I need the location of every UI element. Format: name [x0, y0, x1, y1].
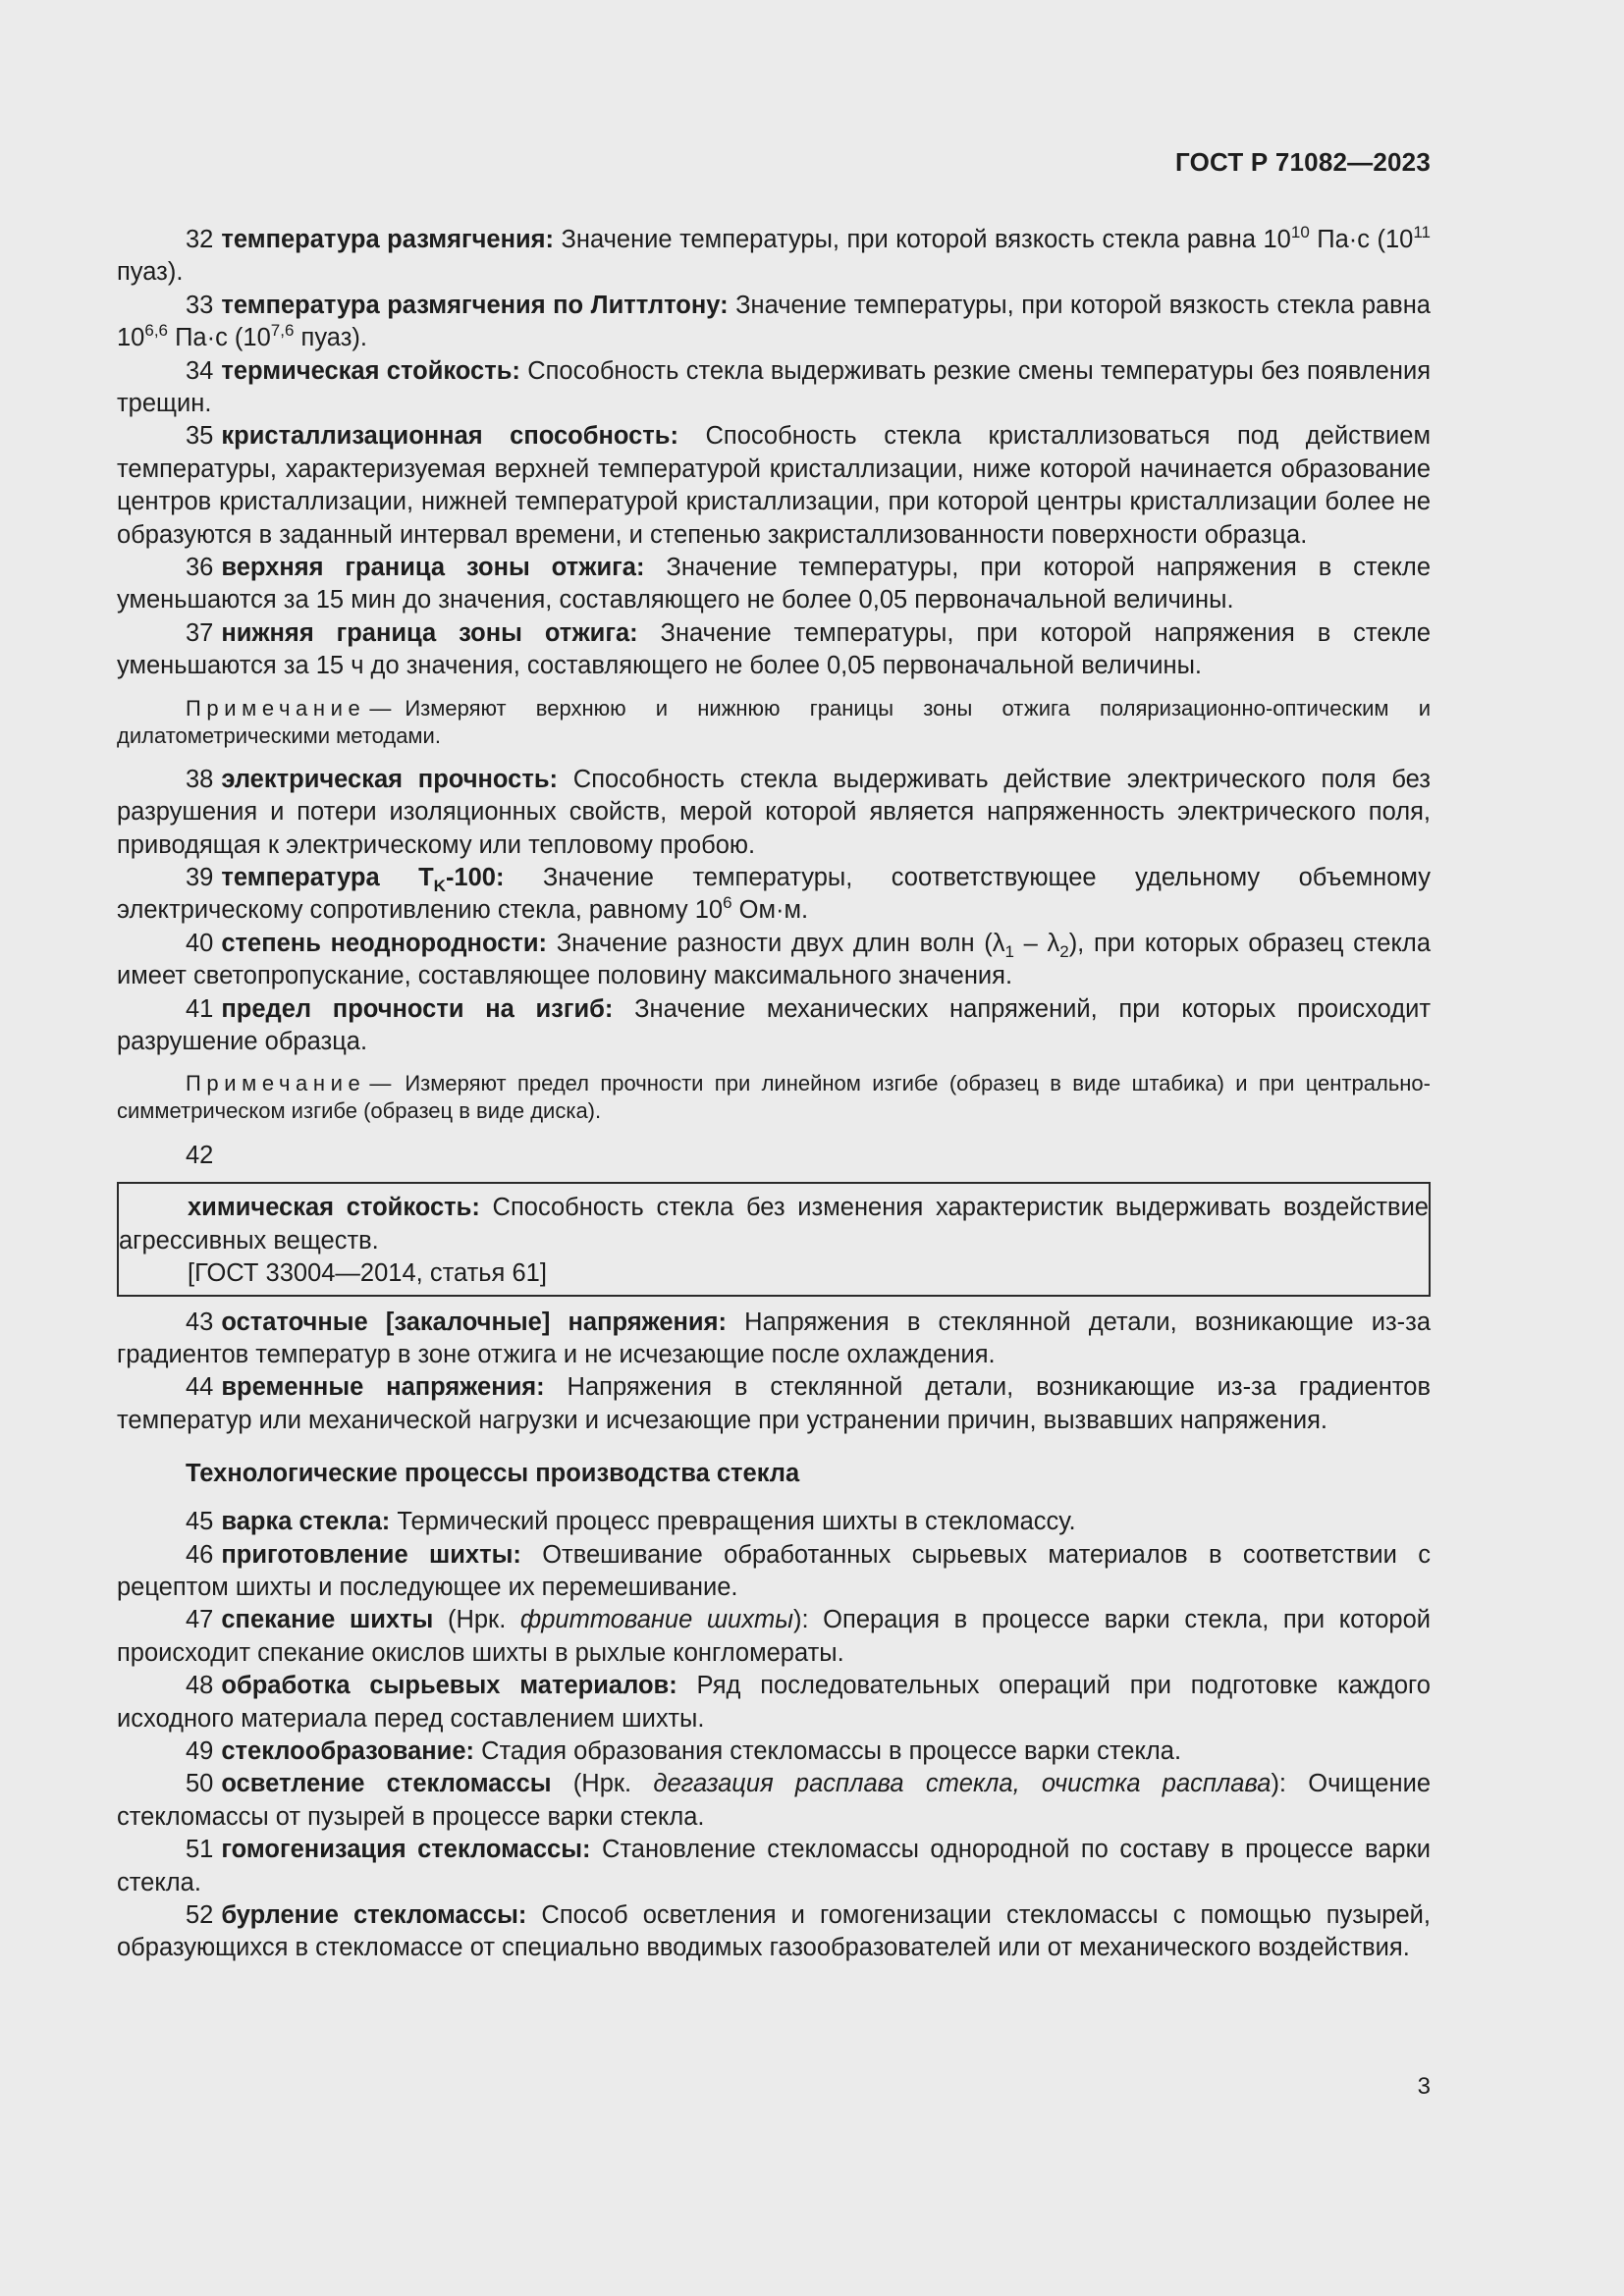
term-name: верхняя граница зоны отжига:: [221, 554, 645, 582]
term-40: [117, 928, 1431, 993]
term-number: 50: [186, 1770, 214, 1798]
subscript: 2: [1059, 941, 1069, 961]
term-name: [221, 863, 505, 895]
term-definition: Термический процесс превращения шихты в стекломассу.: [390, 1508, 1076, 1536]
term-name: температура размягчения по Литтлтону:: [221, 291, 729, 319]
superscript: 6: [723, 893, 732, 913]
term-definition: Ряд последовательных операций при подготовке каждого исходного материала перед составлением шихты.: [117, 1672, 1431, 1733]
term-number: 41: [186, 994, 214, 1023]
term-49: [117, 1735, 1431, 1768]
deprecated-term: фриттование шихты: [519, 1606, 793, 1634]
note-dash: —: [369, 695, 392, 721]
term-definition: Значение механических напряжений, при которых происходит разрушение образца.: [117, 994, 1431, 1055]
note-annealing: [117, 695, 1431, 750]
term-definition: Способность стекла кристаллизоваться под действием температуры, характеризуемая верхней температурой кристаллизации, ниже которой начинается образование центров кристаллизации, нижней температурой кристаллизации, при которой центры кристаллизации более не образуются в заданный интервал времени, и степенью закристаллизованности поверхности образца.: [117, 422, 1432, 549]
term-47: [117, 1604, 1431, 1670]
term-35: [117, 420, 1431, 552]
term-name: гомогенизация стекломассы:: [221, 1836, 591, 1864]
term-51: [117, 1834, 1431, 1899]
term-name: обработка сырьевых материалов:: [221, 1672, 677, 1700]
term-34: [117, 355, 1431, 421]
term-number: 47: [186, 1606, 214, 1634]
term-36: [117, 552, 1431, 617]
term-46: [117, 1539, 1431, 1605]
term-definition: (Нрк.: [551, 1770, 654, 1798]
term-definition: Напряжения в стеклянной детали, возникающие из-за градиентов температур или механической нагрузки и исчезающие при устранении причин, вызвавших напряжения.: [117, 1373, 1431, 1434]
term-39: [117, 862, 1431, 928]
term-50: [117, 1768, 1431, 1834]
superscript: 6,6: [144, 321, 169, 341]
term-32: [117, 224, 1431, 290]
term-definition: Способность стекла выдерживать резкие смены температуры без появления трещин.: [117, 356, 1431, 418]
term-number: 51: [186, 1836, 214, 1864]
term-definition: пуаз).: [294, 324, 367, 352]
term-name: стеклообразование:: [221, 1737, 475, 1766]
note-bending: [117, 1070, 1431, 1125]
deprecated-term: дегазация расплава стекла, очистка расплава: [653, 1770, 1272, 1798]
term-name: остаточные [закалочные] напряжения:: [221, 1308, 727, 1336]
term-number: 52: [186, 1901, 214, 1930]
term-number: 37: [186, 618, 214, 647]
term-number: 42: [186, 1142, 214, 1170]
term-number: 44: [186, 1373, 214, 1402]
term-definition: Значение температуры, при которой напряжения в стекле уменьшаются за 15 ч до значения, составляющего не более 0,05 первоначальной величины.: [117, 618, 1431, 680]
term-definition: Па·с (10: [1309, 226, 1414, 253]
term-definition: Значение разности двух длин волн (λ: [547, 929, 1005, 957]
term-name: осветление стекломассы: [221, 1770, 552, 1798]
superscript: 7,6: [270, 321, 295, 341]
page-number: 3: [1417, 2073, 1431, 2100]
note-dash: —: [369, 1071, 392, 1096]
term-definition: Способность стекла без изменения характеристик выдерживать воздействие агрессивных веществ.: [119, 1194, 1429, 1255]
source-reference: [ГОСТ 33004—2014, статья 61]: [188, 1259, 547, 1288]
term-number: 39: [186, 863, 214, 891]
term-name: степень неоднородности:: [221, 929, 548, 957]
term-name: временные напряжения:: [221, 1373, 545, 1402]
term-name: термическая стойкость:: [221, 356, 520, 385]
standard-designation: ГОСТ Р 71082—2023: [1175, 147, 1431, 177]
term-number: 34: [186, 356, 214, 385]
page-content: [117, 224, 1431, 1965]
superscript: 11: [1413, 223, 1432, 241]
term-37: [117, 617, 1431, 683]
superscript: 10: [1290, 223, 1310, 241]
note-label: Примечание: [186, 1071, 366, 1096]
note-label: Примечание: [186, 695, 366, 721]
term-number: 48: [186, 1672, 214, 1700]
term-number: 40: [186, 929, 214, 957]
term-name: нижняя граница зоны отжига:: [221, 618, 638, 647]
term-number: 36: [186, 554, 214, 582]
section-heading: Технологические процессы производства стекла: [186, 1460, 800, 1488]
term-41: [117, 993, 1431, 1059]
term-number: 46: [186, 1540, 214, 1569]
term-name: приготовление шихты:: [221, 1540, 521, 1569]
term-definition: – λ: [1013, 929, 1060, 957]
term-name-part: температура T: [221, 863, 434, 891]
term-definition: Значение температуры, при которой вязкость стекла равна 10: [117, 291, 1431, 352]
term-definition: Стадия образования стекломассы в процессе варки стекла.: [474, 1737, 1182, 1766]
subscript: K: [433, 876, 446, 895]
term-38: [117, 764, 1431, 862]
term-name-part: -100:: [445, 863, 505, 891]
term-definition: Способность стекла выдерживать действие электрического поля без разрушения и потери изоляционных свойств, мерой которой является напряженность электрического поля, приводящая к электрическому или тепловому пробою.: [117, 765, 1431, 859]
term-number: 45: [186, 1508, 214, 1536]
term-definition: Ом·м.: [731, 896, 809, 925]
term-name: предел прочности на изгиб:: [221, 994, 614, 1023]
term-number: 38: [186, 765, 214, 793]
term-number: 35: [186, 422, 214, 451]
term-number: 43: [186, 1308, 214, 1336]
term-name: бурление стекломассы:: [221, 1901, 527, 1930]
term-definition: ): Операция в процессе варки стекла, при которой происходит спекание окислов шихты в рыхлые конгломераты.: [117, 1606, 1432, 1667]
term-44: [117, 1371, 1431, 1437]
subscript: 1: [1004, 941, 1014, 961]
term-48: [117, 1670, 1431, 1735]
term-definition: ), при которых образец стекла имеет светопропускание, составляющее половину максимального значения.: [117, 929, 1431, 990]
term-42-box: [117, 1182, 1431, 1296]
term-number: 32: [186, 226, 214, 253]
term-name: варка стекла:: [221, 1508, 391, 1536]
term-52: [117, 1899, 1431, 1965]
term-definition: Отвешивание обработанных сырьевых материалов в соответствии с рецептом шихты и последующее их перемешивание.: [117, 1540, 1431, 1601]
term-definition: Значение температуры, при которой вязкость стекла равна 10: [554, 226, 1291, 253]
term-name: кристаллизационная способность:: [221, 422, 678, 451]
term-name: спекание шихты: [221, 1606, 434, 1634]
term-definition: Напряжения в стеклянной детали, возникающие из-за градиентов температур в зоне отжига и не исчезающие после охлаждения.: [117, 1308, 1431, 1368]
term-definition: пуаз).: [117, 258, 184, 287]
term-number: 33: [186, 291, 214, 319]
term-definition: Способ осветления и гомогенизации стекломассы с помощью пузырей, образующихся в стекломассе от специально вводимых газообразователей или от механического воздействия.: [117, 1901, 1431, 1962]
term-definition: (Нрк.: [433, 1606, 520, 1634]
term-42: [119, 1192, 1429, 1257]
term-definition: ): Очищение стекломассы от пузырей в процессе варки стекла.: [117, 1770, 1432, 1831]
term-name: химическая стойкость:: [188, 1194, 480, 1222]
term-definition: Значение температуры, при которой напряжения в стекле уменьшаются за 15 мин до значения, составляющего не более 0,05 первоначальной величины.: [117, 554, 1431, 614]
term-43: [117, 1307, 1431, 1372]
term-definition: Становление стекломассы однородной по составу в процессе варки стекла.: [117, 1836, 1431, 1896]
note-text: Измеряют верхнюю и нижнюю границы зоны отжига поляризационно-оптическим и дилатометрическими методами.: [117, 695, 1431, 748]
term-number: 49: [186, 1737, 214, 1766]
term-definition: Значение температуры, соответствующее удельному объемному электрическому сопротивлению стекла, равному 10: [117, 863, 1431, 925]
note-text: Измеряют предел прочности при линейном изгибе (образец в виде штабика) и при центрально-симметрическом изгибе (образец в виде диска).: [117, 1071, 1431, 1124]
term-definition: Па·с (10: [168, 324, 271, 352]
term-45: [117, 1506, 1431, 1538]
term-33: [117, 290, 1431, 355]
term-name: электрическая прочность:: [221, 765, 559, 793]
term-name: температура размягчения:: [221, 226, 555, 253]
